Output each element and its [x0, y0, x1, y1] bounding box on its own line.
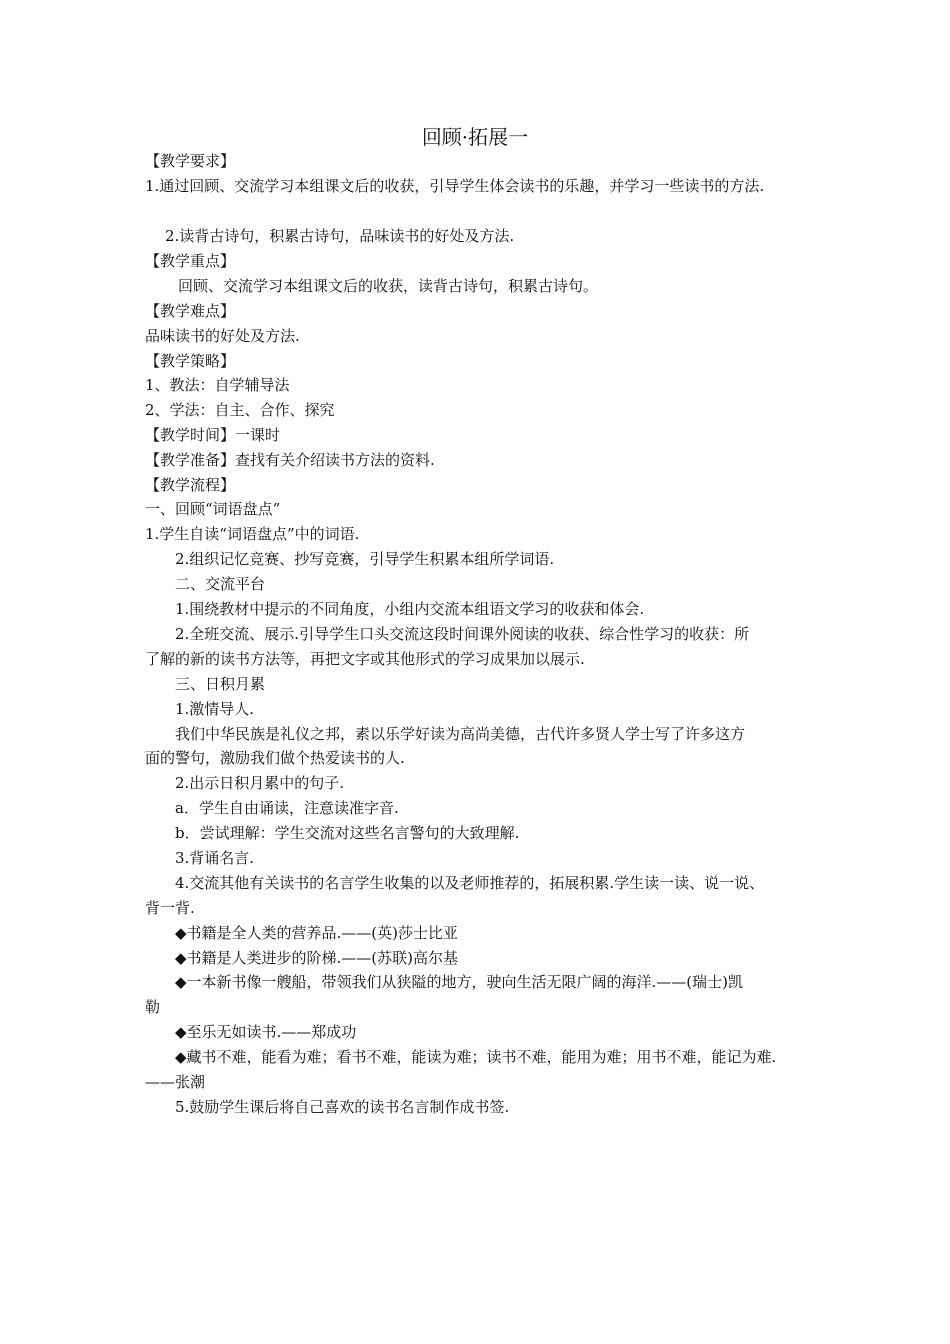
- section-heading-focus: 【教学重点】: [145, 252, 236, 270]
- paragraph: 面的警句，激励我们做个热爱读书的人.: [145, 749, 405, 767]
- paragraph: b．尝试理解：学生交流对这些名言警句的大致理解.: [175, 824, 520, 842]
- paragraph: 2.出示日积月累中的句子.: [175, 774, 345, 792]
- paragraph: 一、回顾“词语盘点”: [145, 500, 281, 518]
- paragraph: 1.激情导人.: [175, 700, 255, 718]
- paragraph: 1、教法：自学辅导法: [145, 376, 290, 394]
- quote-item: ◆书籍是人类进步的阶梯.——(苏联)高尔基: [175, 949, 459, 967]
- paragraph: 2.全班交流、展示.引导学生口头交流这段时间课外阅读的收获、综合性学习的收获：所: [175, 625, 750, 643]
- quote-item: ◆一本新书像一艘船，带领我们从狭隘的地方，驶向生活无限广阔的海洋.——(瑞士)凯: [175, 973, 744, 991]
- paragraph: 三、日积月累: [175, 675, 266, 693]
- paragraph: 3.背诵名言.: [175, 849, 255, 867]
- section-heading-process: 【教学流程】: [145, 476, 236, 494]
- paragraph: 了解的新的读书方法等，再把文字或其他形式的学习成果加以展示.: [145, 650, 585, 668]
- paragraph: 我们中华民族是礼仪之邦，素以乐学好读为高尚美德，古代许多贤人学士写了许多这方: [175, 725, 746, 743]
- paragraph: 4.交流其他有关读书的名言学生收集的以及老师推荐的，拓展积累.学生读一读、说一说、: [175, 874, 765, 892]
- document-title: 回顾·拓展一: [421, 125, 529, 149]
- section-heading-preparation: 【教学准备】查找有关介绍读书方法的资料.: [145, 451, 435, 469]
- paragraph: 品味读书的好处及方法.: [145, 327, 300, 345]
- section-heading-requirements: 【教学要求】: [145, 152, 236, 170]
- paragraph: 2.组织记忆竞赛、抄写竞赛，引导学生积累本组所学词语.: [175, 550, 555, 568]
- section-heading-difficulty: 【教学难点】: [145, 302, 236, 320]
- quote-item: 勒: [145, 998, 161, 1016]
- paragraph: 2.读背古诗句，积累古诗句，品味读书的好处及方法.: [165, 227, 515, 245]
- paragraph: 2、学法：自主、合作、探究: [145, 401, 335, 419]
- paragraph: 1.围绕教材中提示的不同角度，小组内交流本组语文学习的收获和体会.: [175, 600, 645, 618]
- paragraph: 回顾、交流学习本组课文后的收获，读背古诗句，积累古诗句。: [178, 277, 599, 295]
- paragraph: a．学生自由诵读，注意读准字音.: [175, 799, 399, 817]
- section-heading-strategy: 【教学策略】: [145, 352, 236, 370]
- quote-item: ——张潮: [145, 1073, 206, 1091]
- paragraph: 1.通过回顾、交流学习本组课文后的收获，引导学生体会读书的乐趣，并学习一些读书的方法.: [145, 177, 765, 195]
- paragraph: 1.学生自读“词语盘点”中的词语.: [145, 525, 360, 543]
- paragraph: 5.鼓励学生课后将自己喜欢的读书名言制作成书签.: [175, 1098, 510, 1116]
- quote-item: ◆书籍是全人类的营养品.——(英)莎士比亚: [175, 924, 459, 942]
- paragraph: 背一背.: [145, 899, 195, 917]
- quote-item: ◆至乐无如读书.——郑成功: [175, 1023, 357, 1041]
- paragraph: 二、交流平台: [175, 575, 266, 593]
- quote-item: ◆藏书不难，能看为难；看书不难，能读为难；读书不难，能用为难；用书不难，能记为难.: [175, 1048, 777, 1066]
- section-heading-time: 【教学时间】一课时: [145, 426, 281, 444]
